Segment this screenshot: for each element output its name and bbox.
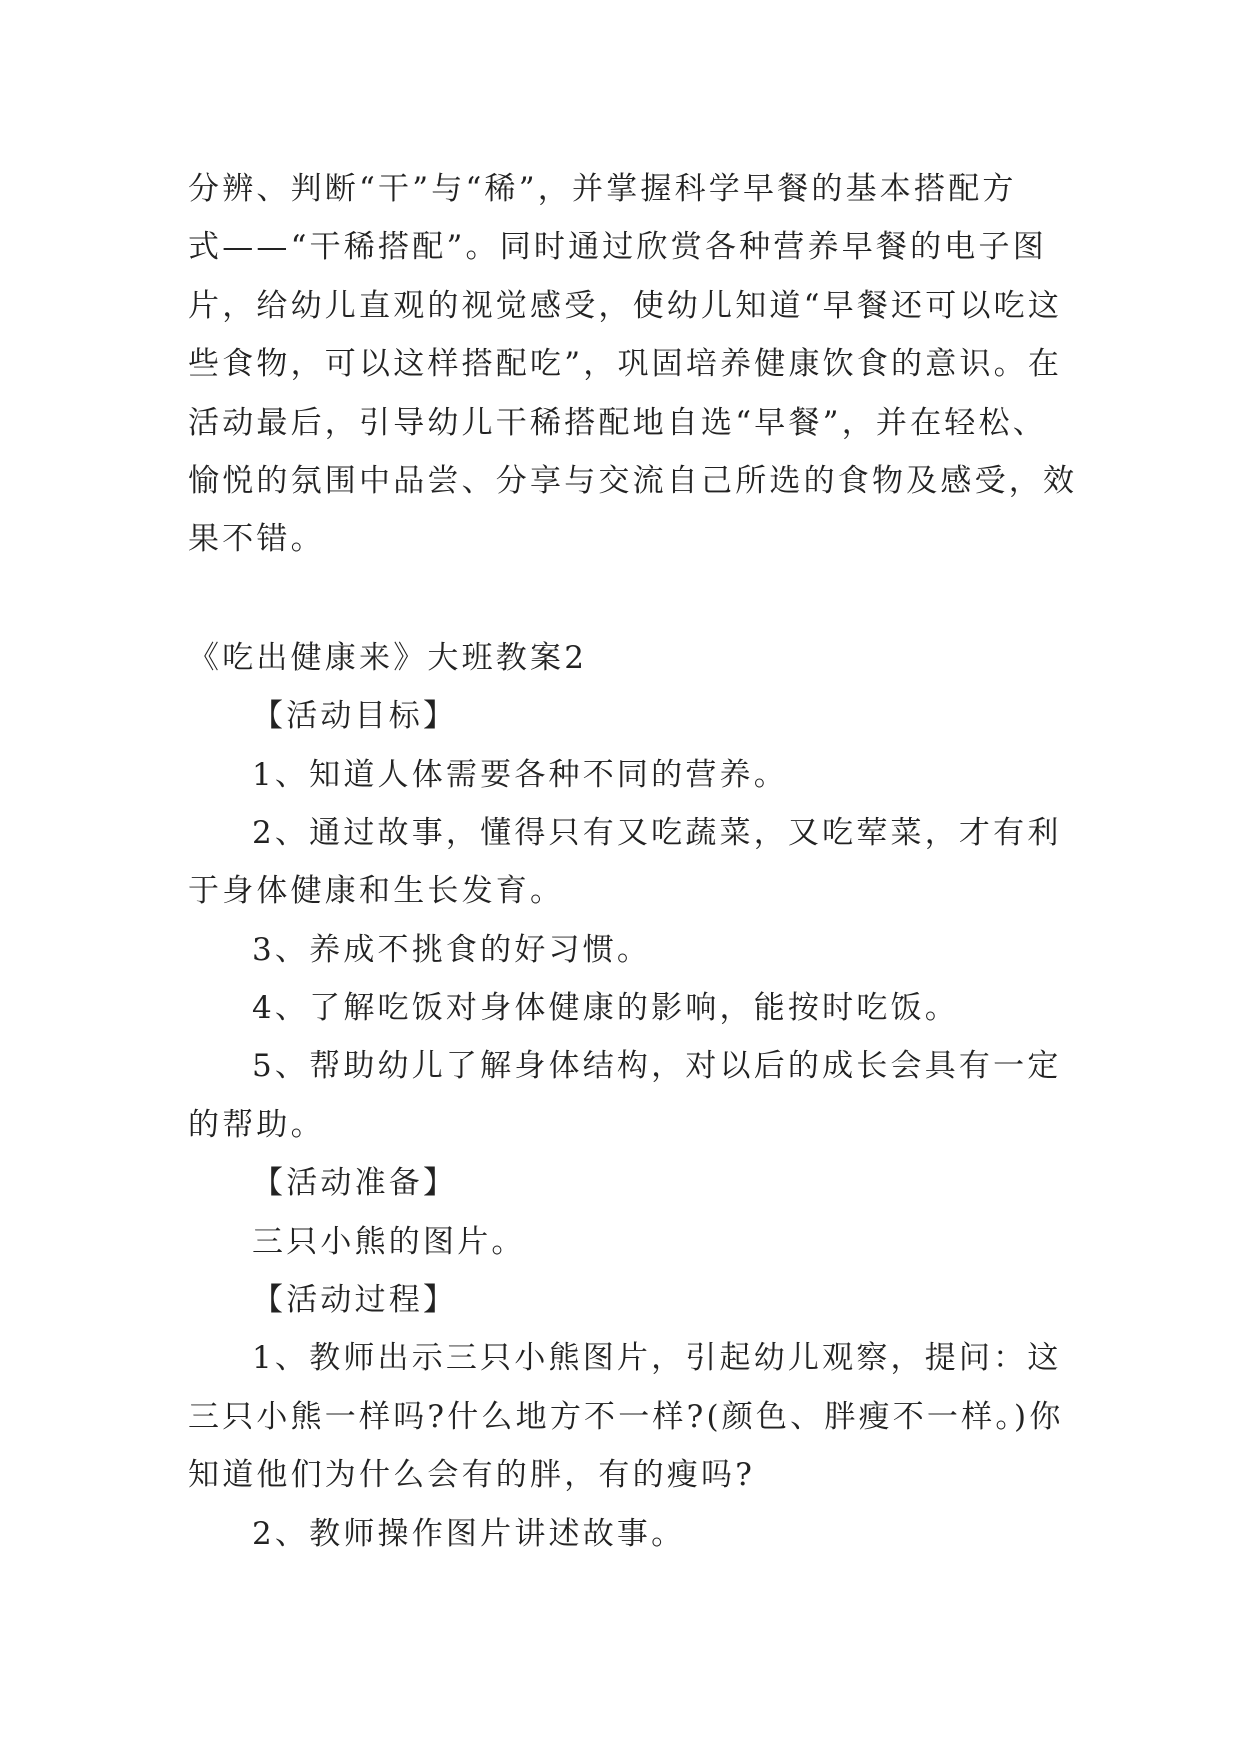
intro-paragraph [188,160,1078,569]
preparation-section [188,1154,1058,1271]
intro-line-3: 片，给幼儿直观的视觉感受，使幼儿知道“早餐还可以吃这 [188,287,1063,324]
document-page [188,160,1078,1563]
goal-item-5: 5、帮助幼儿了解身体结构，对以后的成长会具有一定 [252,1048,1062,1085]
goal-item-2: 2、通过故事，懂得只有又吃蔬菜，又吃荤菜，才有利 [252,814,1062,851]
process-section [188,1271,1064,1563]
goals-heading: 【活动目标】 [252,698,458,735]
preparation-text: 三只小熊的图片。 [252,1223,526,1260]
intro-line-2: 式——“干稀搭配”。同时通过欣赏各种营养早餐的电子图 [188,229,1047,266]
goal-item-5-continued: 的帮助。 [188,1106,325,1143]
process-step-1-continued-a: 三只小熊一样吗?什么地方不一样?(颜色、胖瘦不一样。)你 [188,1398,1064,1435]
preparation-heading: 【活动准备】 [252,1165,458,1202]
intro-line-6: 愉悦的氛围中品尝、分享与交流自己所选的食物及感受，效 [188,462,1078,499]
intro-line-1: 分辨、判断“干”与“稀”，并掌握科学早餐的基本搭配方 [188,171,1017,207]
intro-line-7: 果不错。 [188,521,325,558]
process-heading: 【活动过程】 [252,1282,458,1319]
goal-item-4: 4、了解吃饭对身体健康的影响，能按时吃饭。 [252,990,959,1027]
goal-item-1: 1、知道人体需要各种不同的营养。 [252,756,788,793]
process-step-1: 1、教师出示三只小熊图片，引起幼儿观察，提问：这 [252,1340,1062,1377]
intro-line-4: 些食物，可以这样搭配吃”，巩固培养健康饮食的意识。在 [188,346,1063,383]
goal-item-3: 3、养成不挑食的好习惯。 [252,931,652,968]
lesson-title: 《吃出健康来》大班教案2 [188,639,588,676]
process-step-1-continued-b: 知道他们为什么会有的胖，有的瘦吗? [188,1457,756,1494]
process-step-2: 2、教师操作图片讲述故事。 [252,1515,686,1552]
goal-item-2-continued: 于身体健康和生长发育。 [188,873,565,910]
section-spacer [188,569,1058,629]
goals-section [188,687,1062,1154]
intro-line-5: 活动最后，引导幼儿干稀搭配地自选“早餐”，并在轻松、 [188,404,1047,441]
